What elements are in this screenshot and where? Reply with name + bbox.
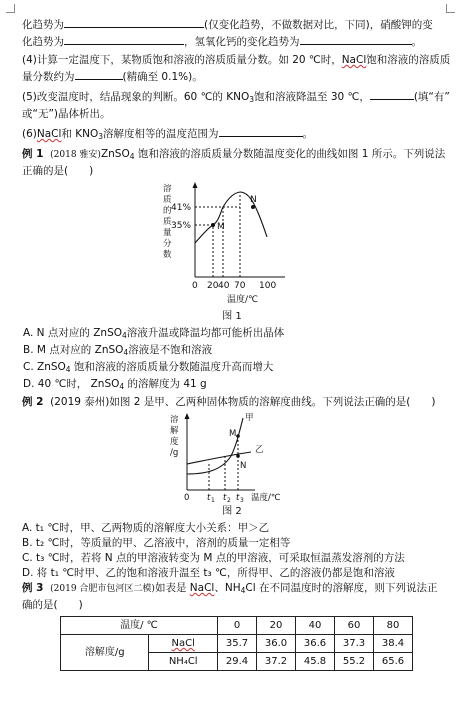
example-1-cont (22, 164, 442, 179)
ylabel-char: 解 (170, 426, 179, 436)
subscript: 4 (65, 365, 71, 374)
option-d (22, 377, 442, 394)
table-header-cell: 0 (218, 617, 257, 635)
table-cell: 38.4 (374, 635, 413, 653)
table-header-cell: 80 (374, 617, 413, 635)
subscript: 4 (240, 586, 246, 595)
question-5-cont (22, 107, 442, 122)
subscript: 4 (129, 152, 135, 161)
figure-2-caption: 图 2 (222, 506, 242, 517)
option-b (22, 343, 442, 360)
label-m: M (217, 222, 225, 232)
example-3-cont (22, 598, 442, 613)
example-label: 例 2 (22, 396, 44, 408)
subscript: 3 (98, 132, 104, 141)
ylabel-char: 质 (163, 195, 172, 205)
point-n (236, 454, 240, 458)
subscript: 3 (249, 95, 254, 104)
solubility-table (60, 616, 413, 671)
text: 溶解度相等的温度范围为 (103, 128, 219, 140)
text: 确的是( ) (22, 599, 83, 611)
table-header-label: 温度/ ℃ (61, 617, 218, 635)
text: 饱和溶液的溶质质 (366, 54, 451, 66)
figure-1-caption: 图 1 (222, 311, 242, 322)
xtick-t3: t (236, 493, 240, 503)
text: (6) (22, 128, 37, 140)
label-n: N (250, 195, 257, 205)
example-2 (22, 395, 442, 410)
chem: ZnSO (37, 361, 66, 373)
point-m (236, 434, 240, 438)
question-4-cont (22, 68, 442, 85)
question-6 (22, 125, 442, 144)
text: Cl 在不同温度时的溶解度，则下列说法正 (245, 582, 438, 594)
text: 、NH (214, 582, 241, 594)
text: (填“有” (413, 91, 450, 103)
xtick-sub: 2 (227, 497, 231, 504)
option-d: D. 将 t₁ ℃时甲、乙的饱和溶液升温至 t₃ ℃，所得甲、乙的溶液仍都是饱和溶液 (22, 567, 395, 579)
answer-blank[interactable] (75, 68, 123, 80)
ylabel-char: 数 (163, 250, 172, 260)
xtick-sub: 3 (240, 497, 244, 504)
text: A. N 点对应的 (23, 327, 94, 339)
text: 化趋势为 (22, 36, 64, 48)
label-jia: 甲 (245, 413, 254, 423)
table-cell: 65.6 (374, 653, 413, 671)
xtick-100: 100 (259, 281, 277, 291)
chem: ZnSO (100, 148, 130, 160)
text-line-2 (22, 33, 442, 50)
ylabel-char: 的 (163, 206, 172, 216)
option-a: A. t₁ ℃时，甲、乙两物质的溶解度大小关系：甲＞乙 (22, 522, 270, 534)
point-m (211, 223, 215, 227)
option-c (22, 360, 442, 377)
table-cell: 36.0 (257, 635, 296, 653)
table-cell: 37.2 (257, 653, 296, 671)
text: 如表是 (154, 582, 187, 594)
chem-nacl: NaCl (36, 128, 62, 140)
chem: ZnSO (93, 327, 122, 339)
text: B. M 点对应的 (23, 344, 95, 356)
ylabel-char: 溶 (163, 184, 172, 194)
table-row-group-label: 溶解度/g (61, 635, 149, 671)
xtick-20: 20 (207, 281, 219, 291)
chem: ZnSO (94, 344, 124, 356)
ylabel-char: 溶 (170, 415, 179, 425)
ylabel-char: 量 (163, 228, 172, 238)
text: 饱和溶液的溶质质量分数随温度升高而增大 (73, 361, 274, 373)
table-header-row (61, 617, 413, 635)
answer-blank[interactable] (64, 16, 204, 28)
xtick-t2: t (223, 493, 227, 503)
text: (精确至 0.1%)。 (122, 71, 203, 83)
table-cell: 36.6 (296, 635, 335, 653)
table-cell: 29.4 (218, 653, 257, 671)
ytick-35: 35% (171, 221, 192, 231)
answer-blank[interactable] (64, 33, 184, 45)
text: 和 KNO (61, 128, 99, 140)
text: 或“无”)晶体析出。 (22, 108, 111, 120)
xtick-0: 0 (184, 493, 190, 503)
label-n: N (240, 461, 247, 471)
table-cell: 35.7 (218, 635, 257, 653)
text-line-1 (22, 16, 442, 33)
text: 正确的是( ) (22, 165, 94, 177)
answer-blank[interactable] (370, 88, 414, 100)
example-label: 例 3 (22, 582, 44, 594)
option-a (22, 326, 442, 343)
label-m: M (229, 429, 237, 439)
text: (仅变化趋势，不做数据对比，下同)，硝酸钾的变 (204, 19, 433, 31)
text: 量分数约为 (22, 71, 75, 83)
ylabel-char: 度 (170, 437, 179, 447)
xtick-t1: t (207, 493, 211, 503)
text: C. (23, 361, 38, 373)
curve-jia (187, 418, 243, 474)
y-axis-arrow (193, 182, 198, 188)
y-axis-arrow (185, 413, 190, 419)
text: 溶液升温或降温均都可能析出晶体 (126, 327, 285, 339)
ylabel-char: /g (170, 448, 179, 458)
text: (5)改变温度时，结晶现象的判断。60 ℃的 KNO (22, 91, 250, 103)
example-3 (22, 581, 442, 598)
xtick-sub: 1 (211, 497, 215, 504)
text: (4)计算一定温度下，某物质饱和溶液的溶质质量分数。如 20 ℃时， (22, 54, 342, 66)
figure-2-chart (167, 412, 297, 504)
example-1 (22, 147, 446, 164)
document-page (22, 16, 451, 671)
text: 。 (411, 36, 422, 48)
ylabel-char: 分 (163, 239, 172, 249)
text: 饱和溶液的溶质质量分数随温度变化的曲线如图 1 所示。下列说法 (137, 148, 446, 160)
question-4 (22, 53, 451, 68)
table-header-cell: 40 (296, 617, 335, 635)
answer-blank[interactable] (219, 125, 303, 137)
x-axis-label: 温度/℃ (227, 295, 259, 305)
corner-mark-right (446, 4, 455, 13)
text: 化趋势为 (22, 19, 64, 31)
corner-mark-left (6, 4, 15, 13)
ytick-41: 41% (171, 203, 192, 213)
text: D. 40 ℃时， (23, 378, 91, 390)
text: 的溶解度为 41 g (127, 378, 207, 390)
text: 溶液是不饱和溶液 (128, 344, 213, 356)
label-yi: 乙 (255, 445, 264, 455)
text: 。 (302, 128, 314, 140)
xtick-40: 40 (218, 281, 230, 291)
ylabel-char: 质 (163, 217, 172, 227)
text: ，氢氧化钙的变化趋势为 (184, 36, 300, 48)
text: (2019 泰州)如图 2 是甲、乙两种固体物质的溶解度曲线。下列说法正确的是( ) (50, 396, 436, 408)
example-label: 例 1 (22, 148, 44, 160)
option-b: B. t₂ ℃时，等质量的甲、乙溶液中，溶剂的质量一定相等 (22, 537, 291, 549)
text: 饱和溶液降温至 30 ℃， (254, 91, 370, 103)
table-cell: 45.8 (296, 653, 335, 671)
x-axis-label: 温度/℃ (251, 493, 281, 503)
table-row-name: NaCl (149, 635, 218, 653)
table-header-cell: 20 (257, 617, 296, 635)
table-header-cell: 60 (335, 617, 374, 635)
source: (2019 合肥市包河区二模) (50, 584, 155, 594)
chem-nacl: NaCl (341, 54, 367, 66)
question-5 (22, 88, 450, 107)
chem: ZnSO (90, 378, 120, 390)
xtick-70: 70 (234, 281, 246, 291)
answer-blank[interactable] (300, 33, 412, 45)
table-row-name: NH₄Cl (149, 653, 218, 671)
subscript: 4 (119, 382, 125, 391)
table-cell: 55.2 (335, 653, 374, 671)
source: (2018 雅安) (50, 150, 101, 160)
chem-nacl: NaCl (189, 582, 215, 594)
xtick-0: 0 (192, 281, 198, 291)
point-n (251, 205, 255, 209)
table-row (61, 635, 413, 653)
figure-1-chart (157, 181, 307, 309)
table-cell: 37.3 (335, 635, 374, 653)
subscript: 4 (122, 331, 127, 340)
option-c: C. t₃ ℃时，若将 N 点的甲溶液转变为 M 点的甲溶液，可采取恒温蒸发溶剂的方法 (22, 552, 405, 564)
subscript: 4 (123, 348, 129, 357)
